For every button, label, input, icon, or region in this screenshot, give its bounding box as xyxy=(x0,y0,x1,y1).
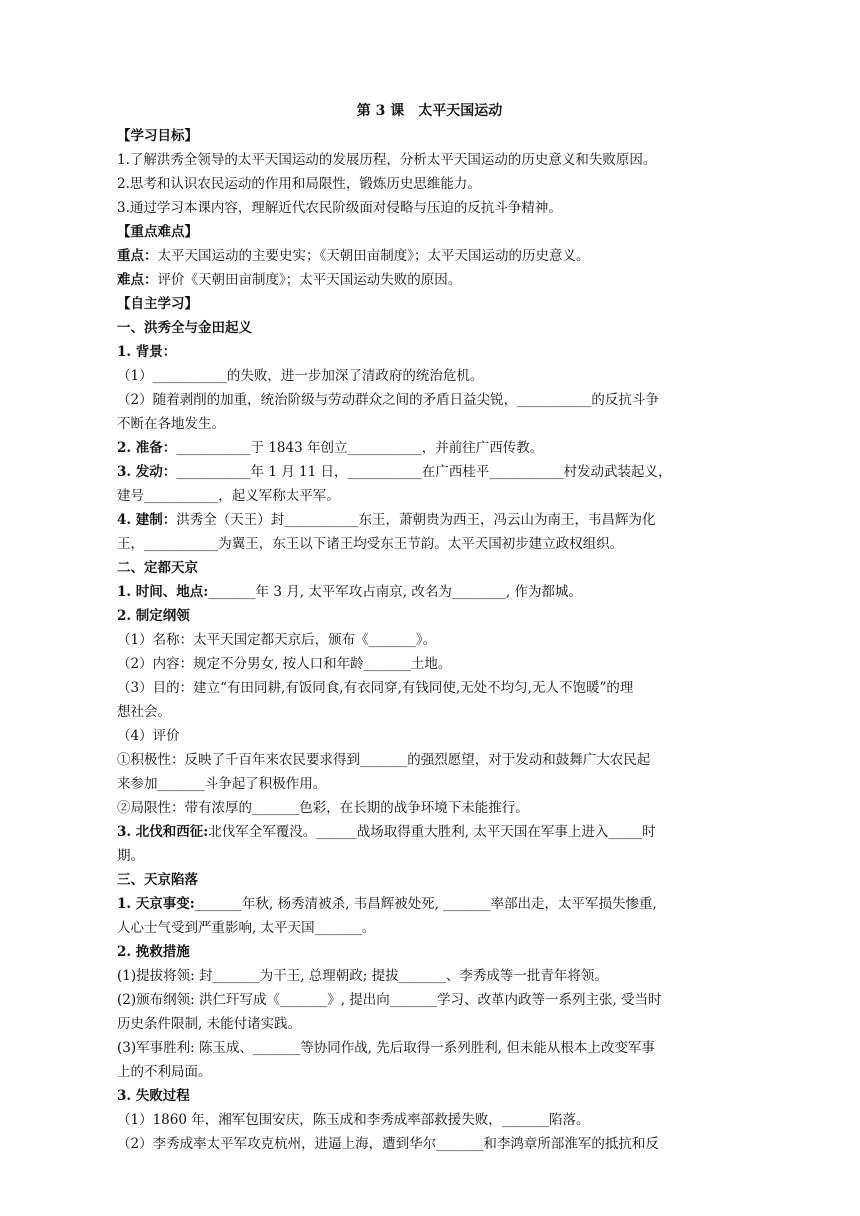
line-label: 4. 建制： xyxy=(117,512,177,528)
text-line: 建号___________，起义军称太平军。 xyxy=(117,488,340,504)
line-label: 3. 发动： xyxy=(117,464,177,480)
document-page xyxy=(117,100,742,1156)
text-line xyxy=(117,820,742,844)
line-text: 评价《天朝田亩制度》；太平天国运动失败的原因。 xyxy=(157,272,462,288)
line-label: 3. 北伐和西征: xyxy=(117,824,209,840)
text-line: （2）李秀成率太平军攻克杭州，进逼上海，遭到华尔_______和李鸿章所部淮军的抵抗和反 xyxy=(117,1136,659,1152)
text-line: 想社会。 xyxy=(117,704,171,720)
line-text: 北伐军全军覆没。______战场取得重大胜利, 太平天国在军事上进入_____时 xyxy=(208,824,656,840)
document-body xyxy=(117,124,742,1156)
line-label: 1. 天京事变: xyxy=(117,896,195,912)
text-line: 一、洪秀全与金田起义 xyxy=(117,320,252,336)
line-text: ___________年 1 月 11 日，___________在广西桂平___________村发动武装起义， xyxy=(176,464,672,480)
text-line: 2. 制定纲领 xyxy=(117,608,190,624)
text-line: 2. 挽救措施 xyxy=(117,944,190,960)
text-line: （4）评价 xyxy=(117,728,180,744)
text-line: (1)提拔将领: 封_______为干王, 总理朝政; 提拔_______、李秀成等一批青年将领。 xyxy=(117,968,608,984)
line-text: 太平天国运动的主要史实；《天朝田亩制度》；太平天国运动的历史意义。 xyxy=(157,248,590,264)
text-line: (3)军事胜利: 陈玉成、_______等协同作战, 先后取得一系列胜利, 但未能从根本上改变军事 xyxy=(117,1040,655,1056)
text-line: 上的不利局面。 xyxy=(117,1064,212,1080)
text-line xyxy=(117,892,742,916)
text-line: 【重点难点】 xyxy=(117,224,198,240)
line-text: 洪秀全（天王）封___________东王，萧朝贵为西王，冯云山为南王，韦昌辉为化 xyxy=(176,512,656,528)
text-line xyxy=(117,460,742,484)
text-line: （3）目的：建立“有田同耕,有饭同食,有衣同穿,有钱同使,无处不均匀,无人不饱暖”的理 xyxy=(117,680,634,696)
page-title: 第 3 课 太平天国运动 xyxy=(356,103,503,119)
text-line: （1）1860 年，湘军包围安庆，陈玉成和李秀成率部救援失败，_______陷落。 xyxy=(117,1112,590,1128)
text-line: 3.通过学习本课内容，理解近代农民阶级面对侵略与压迫的反抗斗争精神。 xyxy=(117,200,562,216)
line-text: ___________于 1843 年创立___________，并前往广西传教。 xyxy=(176,440,544,456)
line-label: 重点： xyxy=(117,248,158,264)
text-line: 1. 背景： xyxy=(117,344,177,360)
text-line: 王，___________为翼王，东王以下诸王均受东王节韵。太平天国初步建立政权组织。 xyxy=(117,536,624,552)
text-line: （2）内容：规定不分男女, 按人口和年龄_______土地。 xyxy=(117,656,452,672)
text-line: 不断在各地发生。 xyxy=(117,416,225,432)
line-label: 1. 时间、地点: xyxy=(117,584,209,600)
text-line xyxy=(117,244,742,268)
text-line xyxy=(117,268,742,292)
text-line: ②局限性：带有浓厚的_______色彩，在长期的战争环境下未能推行。 xyxy=(117,800,529,816)
line-label: 2. 准备： xyxy=(117,440,177,456)
text-line: 1.了解洪秀全领导的太平天国运动的发展历程，分析太平天国运动的历史意义和失败原因。 xyxy=(117,152,657,168)
text-line: 来参加_______斗争起了积极作用。 xyxy=(117,776,327,792)
text-line xyxy=(117,508,742,532)
text-line xyxy=(117,436,742,460)
text-line: 期。 xyxy=(117,848,144,864)
text-line: 二、定都天京 xyxy=(117,560,198,576)
text-line xyxy=(117,580,742,604)
text-line: 2.思考和认识农民运动的作用和局限性，锻炼历史思维能力。 xyxy=(117,176,481,192)
text-line: （1）名称：太平天国定都天京后，颁布《_______》。 xyxy=(117,632,437,648)
text-line: 【学习目标】 xyxy=(117,128,198,144)
line-text: _______年秋, 杨秀清被杀, 韦昌辉被处死, _______率部出走，太平军损失惨重, xyxy=(194,896,657,912)
line-label: 难点： xyxy=(117,272,158,288)
line-text: _______年 3 月, 太平军攻占南京, 改名为________, 作为都城。 xyxy=(208,584,582,600)
text-line: 历史条件限制, 未能付诸实践。 xyxy=(117,1016,302,1032)
text-line: 人心士气受到严重影响, 太平天国_______。 xyxy=(117,920,376,936)
text-line: 三、天京陷落 xyxy=(117,872,198,888)
text-line: （1）___________的失败，进一步加深了清政府的统治危机。 xyxy=(117,368,484,384)
text-line: 【自主学习】 xyxy=(117,296,198,312)
text-line: （2）随着剥削的加重，统治阶级与劳动群众之间的矛盾日益尖锐，___________的反抗斗争 xyxy=(117,392,659,408)
text-line: 3. 失败过程 xyxy=(117,1088,190,1104)
text-line: ①积极性：反映了千百年来农民要求得到_______的强烈愿望，对于发动和鼓舞广大农民起 xyxy=(117,752,651,768)
text-line: (2)颁布纲领: 洪仁玕写成《_______》, 提出向_______学习、改革内政等一系列主张, 受当时 xyxy=(117,992,662,1008)
